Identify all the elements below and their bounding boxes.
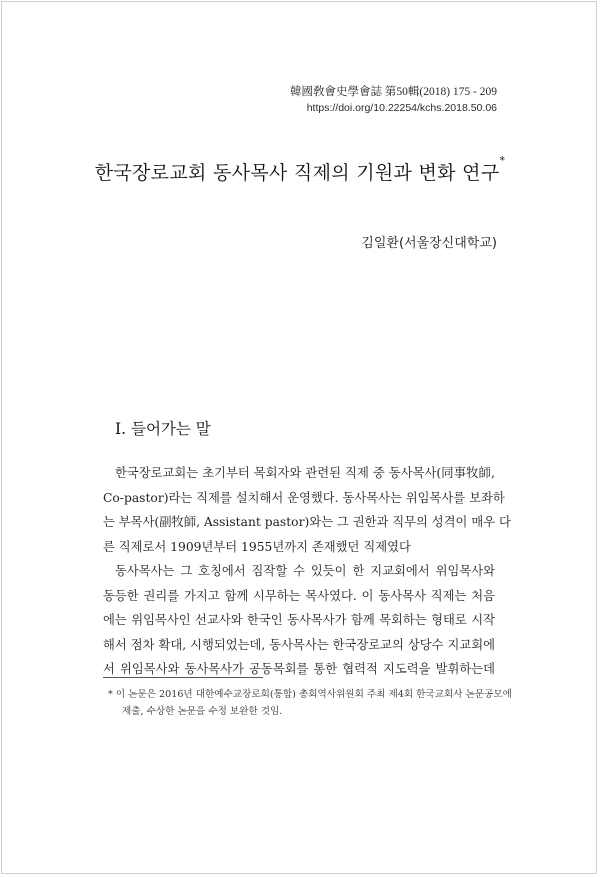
body-line: 한국장로교회는 초기부터 목회자와 관련된 직제 중 동사목사(同事牧師, <box>115 466 495 480</box>
paper-title <box>0 154 600 185</box>
running-head <box>290 84 497 116</box>
footnote-line: 제출, 수상한 논문을 수정 보완한 것임. <box>122 706 283 717</box>
doi-link[interactable]: https://doi.org/10.22254/kchs.2018.50.06 <box>306 102 497 114</box>
title-footnote-mark[interactable]: * <box>499 154 506 167</box>
body-line: Co-pastor)라는 직제를 설치해서 운영했다. 동사목사는 위임목사를 보좌하 <box>103 490 505 505</box>
body-line: 는 부목사(副牧師, Assistant pastor)와는 그 권한과 직무의 성격이 매우 다 <box>103 515 511 529</box>
footnote <box>108 686 512 720</box>
body-line: 동등한 권리를 가지고 함께 시무하는 목사였다. 이 동사목사 직제는 처음 <box>103 588 495 603</box>
journal-citation: 韓國敎會史學會誌 第50輯(2018) 175 - 209 <box>290 86 497 98</box>
body-line: 동사목사는 그 호칭에서 짐작할 수 있듯이 한 지교회에서 위임목사와 <box>115 564 495 578</box>
page-border <box>1 1 597 874</box>
body-line: 해서 점차 확대, 시행되었는데, 동사목사는 한국장로교의 상당수 지교회에 <box>103 637 495 652</box>
body-line: 에는 위임목사인 선교사와 한국인 동사목사가 함께 목회하는 형태로 시작 <box>103 613 495 627</box>
author-affiliation: 김일환(서울장신대학교) <box>361 236 497 251</box>
paper-title-text: 한국장로교회 동사목사 직제의 기원과 변화 연구 <box>94 162 500 184</box>
section-heading: I. 들어가는 말 <box>115 420 211 438</box>
footnote-line: * 이 논문은 2016년 대한예수교장로회(통합) 총회역사위원회 주최 제4회 한국교회사 논문공모에 <box>108 689 512 700</box>
footnote-divider <box>103 677 263 678</box>
body-line: 른 직제로서 1909년부터 1955년까지 존재했던 직제였다 <box>103 539 411 554</box>
body-line: 서 위임목사와 동사목사가 공동목회를 통한 협력적 지도력을 발휘하는데 <box>103 662 495 676</box>
body-text <box>103 461 511 682</box>
